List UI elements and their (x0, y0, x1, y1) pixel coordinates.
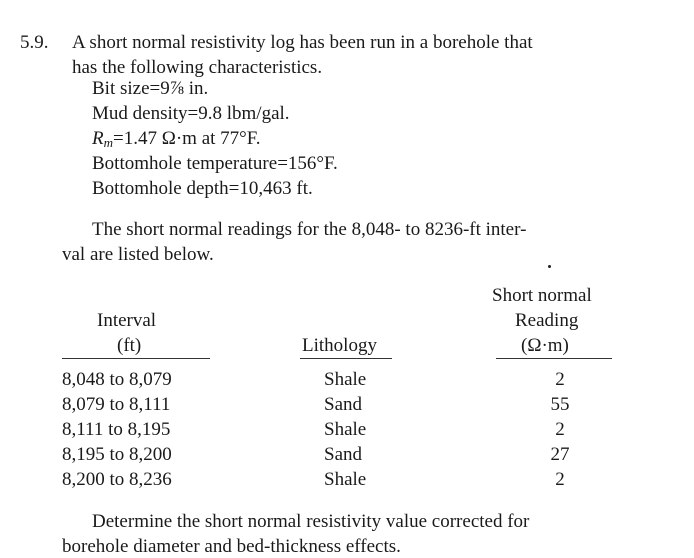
characteristic-mud-resistivity (92, 129, 261, 149)
paragraph-2-line-2: val are listed below. (62, 244, 214, 265)
header-interval: Interval (97, 310, 157, 331)
rm-symbol: R (92, 128, 104, 149)
characteristic-mud-density: Mud density=9.8 lbm/gal. (92, 103, 290, 124)
header-lithology: Lithology (302, 335, 377, 356)
header-reading-line-1: Short normal (492, 285, 592, 306)
intro-line-1: A short normal resistivity log has been run in a borehole that (72, 32, 533, 53)
cell-lithology: Shale (324, 419, 367, 440)
header-rule-interval (62, 358, 210, 359)
characteristic-bottomhole-depth: Bottomhole depth=10,463 ft. (92, 178, 313, 199)
cell-reading: 2 (555, 369, 565, 390)
question-line-2: borehole diameter and bed-thickness effects. (62, 536, 401, 557)
problem-number: 5.9. (20, 32, 49, 53)
characteristic-bottomhole-temperature: Bottomhole temperature=156°F. (92, 153, 338, 174)
cell-reading: 2 (555, 469, 565, 490)
rm-value: =1.47 Ω·m at 77°F. (113, 128, 261, 149)
cell-lithology: Shale (324, 469, 367, 490)
cell-reading: 2 (555, 419, 565, 440)
characteristic-bit-size: Bit size=9⅞ in. (92, 78, 209, 99)
cell-interval: 8,079 to 8,111 (62, 394, 171, 415)
cell-interval: 8,111 to 8,195 (62, 419, 171, 440)
header-reading-units: (Ω·m) (521, 335, 569, 356)
intro-line-2: has the following characteristics. (72, 57, 323, 78)
cell-interval: 8,195 to 8,200 (62, 444, 172, 465)
cell-lithology: Sand (324, 394, 362, 415)
header-interval-units: (ft) (117, 335, 142, 356)
cell-interval: 8,048 to 8,079 (62, 369, 172, 390)
cell-reading: 27 (550, 444, 570, 465)
cell-lithology: Shale (324, 369, 367, 390)
cell-reading: 55 (550, 394, 570, 415)
cell-interval: 8,200 to 8,236 (62, 469, 172, 490)
cell-lithology: Sand (324, 444, 362, 465)
rm-subscript: m (103, 135, 113, 150)
question-line-1: Determine the short normal resistivity value corrected for (92, 511, 530, 532)
header-rule-lithology (300, 358, 392, 359)
paragraph-2-line-1: The short normal readings for the 8,048- to 8236-ft inter- (92, 219, 527, 240)
stray-dot (548, 265, 551, 268)
header-rule-reading (496, 358, 612, 359)
header-reading-line-2: Reading (515, 310, 579, 331)
